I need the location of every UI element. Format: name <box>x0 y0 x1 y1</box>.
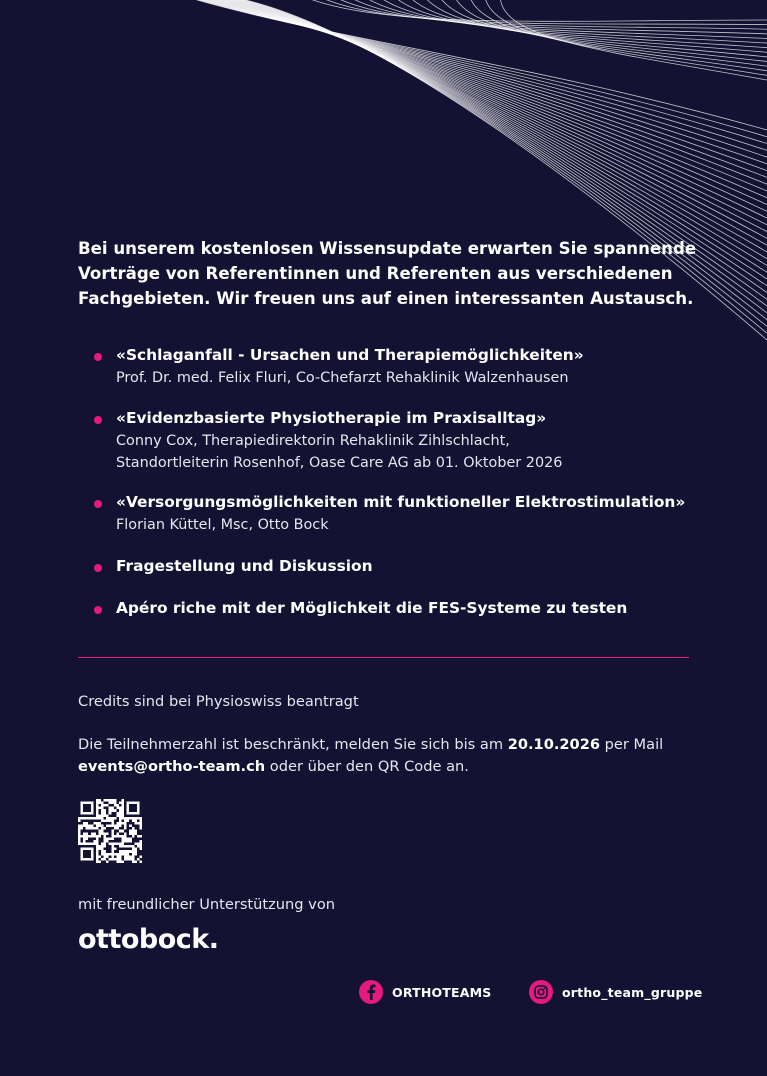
instagram-link[interactable] <box>529 979 702 1005</box>
agenda-item <box>78 555 718 578</box>
agenda-item-speaker: Standortleiterin Rosenhof, Oase Care AG ab 01. Oktober 2026 <box>116 455 563 471</box>
instagram-icon <box>529 980 553 1004</box>
bullet-icon <box>94 500 102 508</box>
agenda-item-title: «Evidenzbasierte Physiotherapie im Praxisalltag» <box>116 409 547 427</box>
agenda-list <box>78 344 718 620</box>
bullet-icon <box>94 416 102 424</box>
ottobock-logo: ottobock. <box>78 924 219 955</box>
agenda-item <box>78 344 718 389</box>
registration-text-part: per Mail <box>600 736 664 753</box>
agenda-item-title: «Schlaganfall - Ursachen und Therapiemöglichkeiten» <box>116 346 584 364</box>
credits-text: Credits sind bei Physioswiss beantragt <box>78 693 359 710</box>
agenda-item <box>78 597 718 620</box>
registration-deadline: 20.10.2026 <box>507 736 601 753</box>
agenda-item-speaker: Prof. Dr. med. Felix Fluri, Co-Chefarzt Rehaklinik Walzenhausen <box>116 370 569 386</box>
intro-paragraph: Bei unserem kostenlosen Wissensupdate erwarten Sie spannende Vorträge von Referentinnen und Referenten aus verschiedenen Fachgebieten. Wir freuen uns auf einen interessanten Austausch. <box>78 239 697 308</box>
agenda-item-speaker: Conny Cox, Therapiedirektorin Rehaklinik Zihlschlacht, <box>116 433 510 449</box>
divider <box>78 657 689 658</box>
bullet-icon <box>94 353 102 361</box>
facebook-link[interactable] <box>359 979 492 1005</box>
facebook-icon <box>359 980 383 1004</box>
registration-text-part: Die Teilnehmerzahl ist beschränkt, melden Sie sich bis am <box>78 736 508 753</box>
agenda-item-title: Fragestellung und Diskussion <box>116 557 373 575</box>
bullet-icon <box>94 606 102 614</box>
agenda-item-speaker: Florian Küttel, Msc, Otto Bock <box>116 517 329 533</box>
instagram-handle: ortho_team_gruppe <box>562 984 703 1000</box>
registration-text-part: oder über den QR Code an. <box>265 758 469 775</box>
decorative-wave-lines <box>0 0 767 380</box>
facebook-handle: ORTHOTEAMS <box>392 984 492 1000</box>
agenda-item-title: Apéro riche mit der Möglichkeit die FES-Systeme zu testen <box>116 599 628 617</box>
agenda-item-title: «Versorgungsmöglichkeiten mit funktioneller Elektrostimulation» <box>116 493 686 511</box>
bullet-icon <box>94 564 102 572</box>
support-text: mit freundlicher Unterstützung von <box>78 896 335 913</box>
agenda-item <box>78 491 718 536</box>
email-link[interactable]: events@ortho-team.ch <box>78 758 266 775</box>
qr-code-icon[interactable] <box>78 799 142 863</box>
registration-text <box>78 734 718 778</box>
agenda-item <box>78 407 718 474</box>
